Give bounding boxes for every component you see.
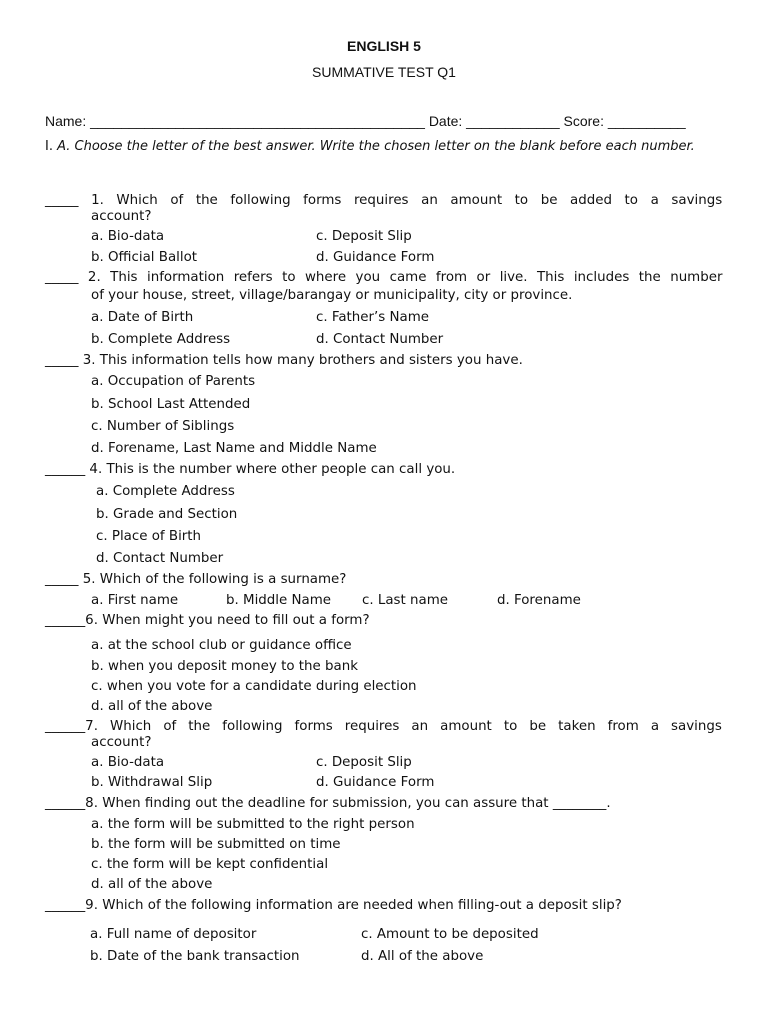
test-title: ENGLISH 5: [347, 38, 421, 54]
question-1: _____ 1. Which of the following forms requires an amount to be added to a savings: [45, 193, 723, 208]
instruction-text: A. Choose the letter of the best answer. Write the chosen letter on the blank before each number.: [57, 139, 695, 154]
question-8-option-d: d. all of the above: [91, 877, 213, 892]
question-5-option-b: b. Middle Name: [226, 593, 332, 608]
question-8-option-a: a. the form will be submitted to the right person: [91, 817, 415, 832]
question-6-option-c: c. when you vote for a candidate during election: [91, 679, 417, 694]
question-7: ______7. Which of the following forms requires an amount to be taken from a savings: [45, 719, 722, 734]
question-7-option-b: b. Withdrawal Slip: [91, 775, 213, 790]
question-6-option-b: b. when you deposit money to the bank: [91, 659, 358, 674]
question-3-option-d: d. Forename, Last Name and Middle Name: [91, 441, 377, 456]
question-1-option-c: c. Deposit Slip: [316, 229, 412, 244]
question-7-option-d: d. Guidance Form: [316, 775, 435, 790]
question-4-option-a: a. Complete Address: [96, 484, 235, 499]
question-4-option-b: b. Grade and Section: [96, 507, 238, 522]
instruction-roman: I.: [45, 139, 58, 154]
question-5-option-a: a. First name: [91, 593, 179, 608]
question-8-option-c: c. the form will be kept confidential: [91, 857, 329, 872]
question-9-option-b: b. Date of the bank transaction: [90, 949, 300, 964]
question-2-option-a: a. Date of Birth: [91, 310, 194, 325]
question-2: _____ 2. This information refers to where you came from or live. This includes the number: [45, 270, 723, 285]
name-date-score-line: Name: ___________________________________________ Date: ____________ Score: __________: [45, 113, 686, 129]
question-5: _____ 5. Which of the following is a surname?: [45, 572, 347, 587]
question-9-option-a: a. Full name of depositor: [90, 927, 257, 942]
question-8-option-b: b. the form will be submitted on time: [91, 837, 341, 852]
question-6-option-d: d. all of the above: [91, 699, 213, 714]
question-7-option-c: c. Deposit Slip: [316, 755, 412, 770]
question-3-option-b: b. School Last Attended: [91, 397, 251, 412]
question-7-option-a: a. Bio-data: [91, 755, 165, 770]
question-9: ______9. Which of the following information are needed when filling-out a deposit slip?: [45, 898, 622, 913]
question-9-option-d: d. All of the above: [361, 949, 484, 964]
question-1-cont: account?: [91, 209, 152, 224]
question-1-option-b: b. Official Ballot: [91, 250, 198, 265]
question-1-option-a: a. Bio-data: [91, 229, 165, 244]
question-4: ______ 4. This is the number where other people can call you.: [45, 462, 456, 477]
question-3: _____ 3. This information tells how many brothers and sisters you have.: [45, 353, 523, 368]
question-3-option-a: a. Occupation of Parents: [91, 374, 256, 389]
question-4-option-c: c. Place of Birth: [96, 529, 202, 544]
question-5-option-d: d. Forename: [497, 593, 581, 608]
question-2-option-c: c. Father’s Name: [316, 310, 430, 325]
question-9-option-c: c. Amount to be deposited: [361, 927, 539, 942]
question-7-cont: account?: [91, 735, 152, 750]
question-6-option-a: a. at the school club or guidance office: [91, 638, 352, 653]
question-8: ______8. When finding out the deadline for submission, you can assure that ________.: [45, 796, 611, 811]
question-2-option-d: d. Contact Number: [316, 332, 444, 347]
question-2-cont: of your house, street, village/barangay or municipality, city or province.: [91, 288, 573, 303]
question-3-option-c: c. Number of Siblings: [91, 419, 235, 434]
question-6: ______6. When might you need to fill out a form?: [45, 613, 370, 628]
question-5-option-c: c. Last name: [362, 593, 448, 608]
test-subtitle: SUMMATIVE TEST Q1: [312, 64, 456, 80]
question-1-option-d: d. Guidance Form: [316, 250, 435, 265]
question-2-option-b: b. Complete Address: [91, 332, 231, 347]
instruction: [45, 139, 720, 155]
question-4-option-d: d. Contact Number: [96, 551, 224, 566]
